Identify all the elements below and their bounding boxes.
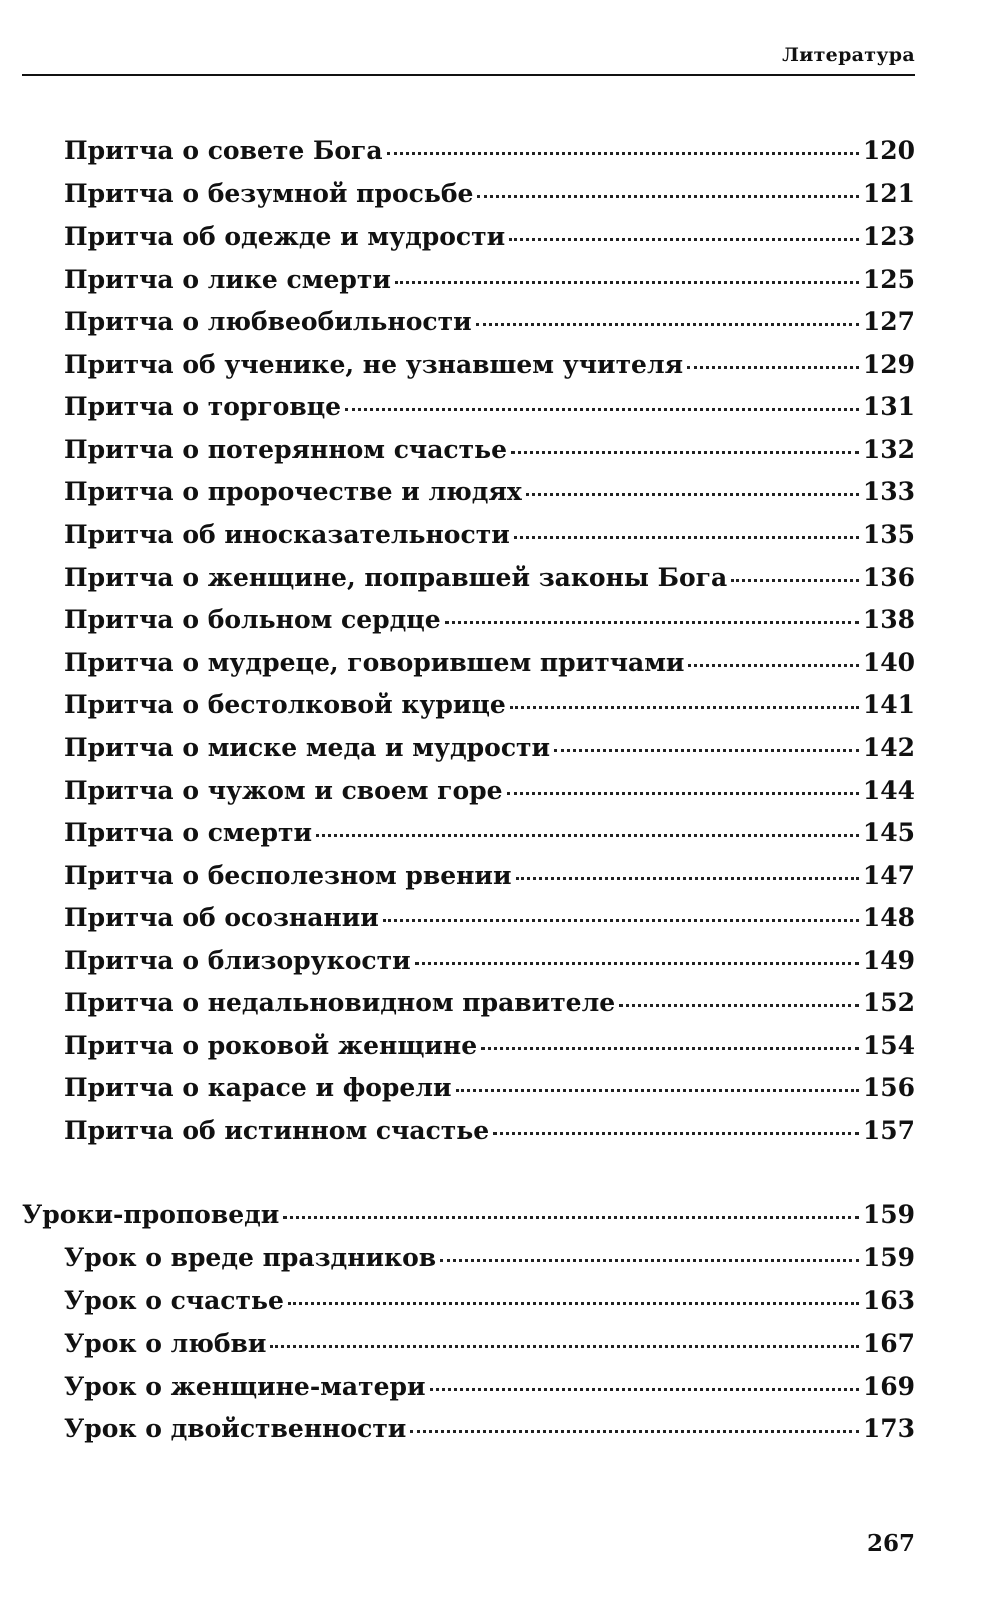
- toc-entry-title: Притча о роковой женщине: [64, 1031, 478, 1060]
- dot-leader: [516, 877, 859, 880]
- toc-entry: [64, 389, 915, 425]
- toc-entry-title: Урок о любви: [64, 1329, 267, 1358]
- toc-entry-page: 123: [862, 222, 915, 251]
- dot-leader: [731, 579, 859, 582]
- toc-entry-title: Урок о женщине-матери: [64, 1372, 426, 1401]
- toc-entry-page: 125: [862, 265, 915, 294]
- toc-entry-page: 149: [862, 946, 915, 975]
- dot-leader: [687, 366, 859, 369]
- dot-leader: [395, 281, 859, 284]
- dot-leader: [383, 919, 859, 922]
- toc-entry: [64, 219, 915, 255]
- running-header: [22, 30, 915, 76]
- toc-entry: [64, 176, 915, 212]
- toc-entry-page: 159: [862, 1243, 915, 1272]
- toc-section-page: 159: [862, 1200, 915, 1229]
- toc-entry: [64, 645, 915, 681]
- toc-entry-page: 127: [862, 307, 915, 336]
- toc-entry-page: 142: [862, 733, 915, 762]
- toc-entry: [64, 815, 915, 851]
- toc-entry-page: 148: [862, 903, 915, 932]
- toc-entry: [64, 347, 915, 383]
- toc-entry-title: Урок о счастье: [64, 1286, 284, 1315]
- toc-entry: [64, 1283, 915, 1319]
- toc-entry-page: 132: [862, 435, 915, 464]
- toc-entry: [64, 517, 915, 553]
- toc-entry-title: Притча о больном сердце: [64, 605, 441, 634]
- toc-entry-page: 147: [862, 861, 915, 890]
- dot-leader: [493, 1132, 859, 1135]
- toc-entry-title: Притча о бесполезном рвении: [64, 861, 512, 890]
- toc-entry-title: Притча о совете Бога: [64, 136, 383, 165]
- toc-entry-title: Притча о безумной просьбе: [64, 179, 474, 208]
- toc-entry-title: Урок о двойственности: [64, 1414, 407, 1443]
- dot-leader: [283, 1216, 858, 1219]
- toc-entry-page: 154: [862, 1031, 915, 1060]
- toc-section-title: Уроки-проповеди: [22, 1200, 280, 1229]
- toc-entry: [64, 985, 915, 1021]
- running-header-title: Литература: [782, 44, 915, 66]
- toc-entry-title: Притча о потерянном счастье: [64, 435, 508, 464]
- toc-entry-page: 145: [862, 818, 915, 847]
- dot-leader: [481, 1047, 859, 1050]
- toc-entry: [64, 1028, 915, 1064]
- page-number: 267: [866, 1530, 915, 1557]
- toc-entry: [64, 943, 915, 979]
- toc-entry: [64, 1113, 915, 1149]
- dot-leader: [288, 1302, 859, 1305]
- toc-entry-title: Притча об истинном счастье: [64, 1116, 490, 1145]
- toc-entry: [64, 133, 915, 169]
- toc-entry: [64, 1240, 915, 1276]
- dot-leader: [345, 408, 859, 411]
- toc-entry-page: 141: [862, 690, 915, 719]
- toc-entry: [64, 304, 915, 340]
- dot-leader: [511, 451, 859, 454]
- toc-entry-page: 138: [862, 605, 915, 634]
- dot-leader: [410, 1430, 858, 1433]
- toc-entry-title: Притча о миске меда и мудрости: [64, 733, 551, 762]
- toc-entry: [64, 1411, 915, 1447]
- toc-entry: [64, 432, 915, 468]
- toc-entry-title: Притча о лике смерти: [64, 265, 391, 294]
- dot-leader: [514, 536, 859, 539]
- toc-entry-page: 152: [862, 988, 915, 1017]
- dot-leader: [430, 1388, 859, 1391]
- toc-entry: [64, 900, 915, 936]
- toc-entry-title: Притча об осознании: [64, 903, 379, 932]
- dot-leader: [445, 621, 859, 624]
- toc-entry-page: 169: [862, 1372, 915, 1401]
- dot-leader: [270, 1345, 858, 1348]
- toc-entry-title: Притча о женщине, поправшей законы Бога: [64, 563, 728, 592]
- toc-entry-title: Притча о карасе и форели: [64, 1073, 452, 1102]
- toc-entry-page: 140: [862, 648, 915, 677]
- dot-leader: [509, 238, 859, 241]
- dot-leader: [477, 195, 858, 198]
- dot-leader: [510, 706, 859, 709]
- toc-entry: [64, 1070, 915, 1106]
- toc-entry: [64, 1326, 915, 1362]
- toc-entry-title: Притча о чужом и своем горе: [64, 776, 503, 805]
- toc-entry: [64, 602, 915, 638]
- toc-entry-page: 156: [862, 1073, 915, 1102]
- toc-entry-title: Притча о торговце: [64, 392, 342, 421]
- dot-leader: [476, 323, 859, 326]
- toc-entry-title: Притча о близорукости: [64, 946, 411, 975]
- toc-entry-page: 144: [862, 776, 915, 805]
- toc-entry-title: Притча о мудреце, говорившем притчами: [64, 648, 685, 677]
- toc-entry: [64, 687, 915, 723]
- toc-entry-page: 133: [862, 477, 915, 506]
- dot-leader: [387, 152, 859, 155]
- toc-section: [22, 1197, 915, 1233]
- toc-entry-title: Притча о пророчестве и людях: [64, 477, 522, 506]
- dot-leader: [526, 493, 859, 496]
- toc-entry: [64, 858, 915, 894]
- toc-entry-page: 120: [862, 136, 915, 165]
- toc-entry: [64, 730, 915, 766]
- dot-leader: [415, 962, 859, 965]
- dot-leader: [316, 834, 859, 837]
- toc-entry-title: Притча об иносказательности: [64, 520, 510, 549]
- toc-entry-page: 135: [862, 520, 915, 549]
- toc-entry-page: 167: [862, 1329, 915, 1358]
- toc-entry-title: Притча о недальновидном правителе: [64, 988, 616, 1017]
- toc-entry-title: Притча об одежде и мудрости: [64, 222, 506, 251]
- toc-entry-page: 131: [862, 392, 915, 421]
- toc-entry: [64, 1369, 915, 1405]
- toc-entry: [64, 560, 915, 596]
- dot-leader: [456, 1089, 859, 1092]
- toc-entry-page: 129: [862, 350, 915, 379]
- dot-leader: [688, 664, 858, 667]
- toc-entry-page: 121: [862, 179, 915, 208]
- toc-entry: [64, 773, 915, 809]
- toc-entry: [64, 474, 915, 510]
- toc-entry-title: Притча о любвеобильности: [64, 307, 472, 336]
- toc-entry: [64, 262, 915, 298]
- toc-entry-title: Урок о вреде праздников: [64, 1243, 437, 1272]
- toc-entry-page: 173: [862, 1414, 915, 1443]
- dot-leader: [619, 1004, 859, 1007]
- toc-entry-title: Притча о бестолковой курице: [64, 690, 506, 719]
- toc-entry-page: 136: [862, 563, 915, 592]
- dot-leader: [440, 1259, 859, 1262]
- toc-entry-title: Притча об ученике, не узнавшем учителя: [64, 350, 684, 379]
- dot-leader: [554, 749, 859, 752]
- dot-leader: [507, 792, 859, 795]
- toc-entry-page: 157: [862, 1116, 915, 1145]
- toc-entry-page: 163: [862, 1286, 915, 1315]
- toc-entry-title: Притча о смерти: [64, 818, 313, 847]
